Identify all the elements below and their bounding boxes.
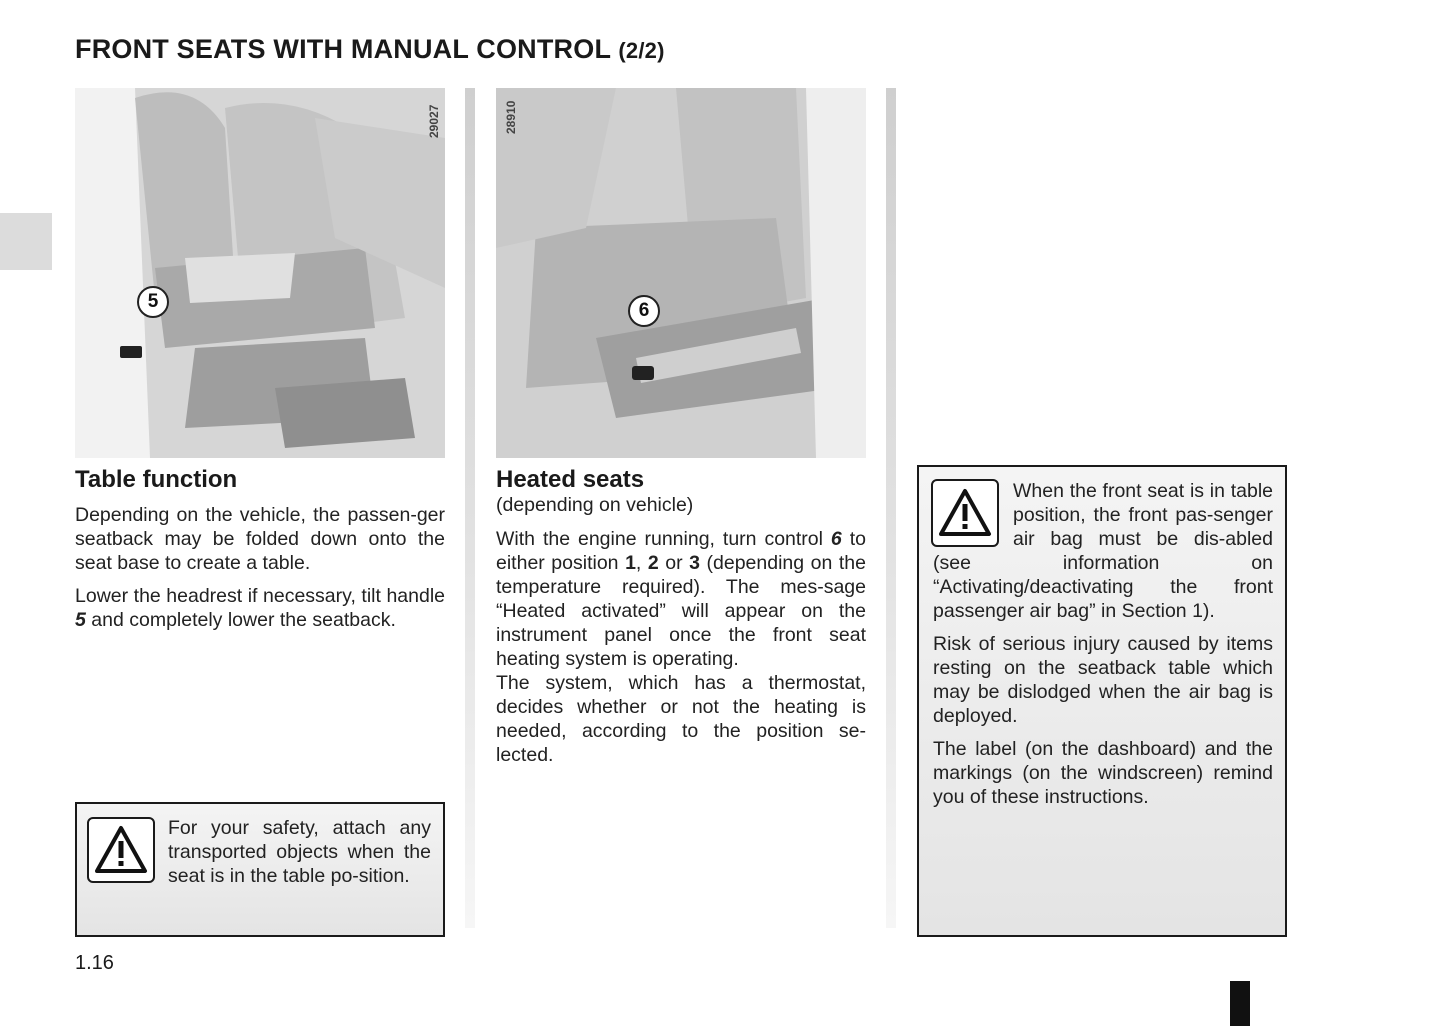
warning-right-first-block <box>933 479 1273 809</box>
warning-right-paragraph-1: When the front seat is in table position, the front pas-senger air bag must be dis-abled (see information on “Activating/deactivating the front passenger air bag” in Section 1). <box>933 480 1273 622</box>
table-function-paragraph-2: Lower the headrest if necessary, tilt handle 5 and completely lower the seatback. <box>75 585 445 631</box>
callout-5: 5 <box>137 286 169 318</box>
seat-table-illustration <box>75 88 445 458</box>
page-title <box>75 34 665 65</box>
page-title-main: FRONT SEATS WITH MANUAL CONTROL <box>75 34 611 64</box>
page-number: 1.16 <box>75 952 114 974</box>
heated-seats-subheading: (depending on vehicle) <box>496 494 694 516</box>
column-divider-2 <box>886 88 896 928</box>
text-run: With the engine running, turn control <box>496 528 831 550</box>
page-edge-marker <box>1230 981 1250 1026</box>
heated-seat-illustration <box>496 88 866 458</box>
position-2: 2 <box>647 552 659 574</box>
text-run: , <box>635 552 648 574</box>
heated-seats-heading: Heated seats <box>496 466 645 493</box>
handle-ref-5: 5 <box>75 609 86 631</box>
text-run: or <box>658 552 690 574</box>
icon-float-spacer <box>933 479 1013 551</box>
photo-code-label: 29027 <box>427 104 441 138</box>
heated-seats-paragraph-2: The system, which has a thermostat, decides whether or not the heating is needed, according to the position se-lected. <box>496 672 866 766</box>
position-1: 1 <box>625 552 636 574</box>
position-3: 3 <box>689 552 700 574</box>
warning-box-table-objects <box>75 802 445 937</box>
page-title-suffix: (2/2) <box>618 38 665 63</box>
table-function-body <box>75 503 445 632</box>
warning-right-paragraph-2: Risk of serious injury caused by items resting on the seatback table which may be dislodged when the air bag is deployed. <box>933 633 1273 727</box>
section-side-tab <box>0 213 52 270</box>
photo-code-label: 28910 <box>504 100 518 134</box>
table-function-paragraph-1: Depending on the vehicle, the passen-ger seatback may be folded down onto the seat base to create a table. <box>75 504 445 574</box>
photo-heated-seats <box>496 88 866 458</box>
table-function-heading: Table function <box>75 466 238 493</box>
warning-left-text: For your safety, attach any transported objects when the seat is in the table po-sition. <box>168 817 431 887</box>
text-run: (depending on the temperature required). The mes-sage “Heated activated” will appear on the instrument panel once the front seat heating system is operating. <box>496 552 866 670</box>
warning-box-airbag <box>917 465 1287 937</box>
callout-6: 6 <box>628 295 660 327</box>
warning-triangle-icon <box>87 817 155 883</box>
photo-table-function <box>75 88 445 458</box>
warning-right-paragraph-3: The label (on the dashboard) and the markings (on the windscreen) remind you of these instructions. <box>933 738 1273 808</box>
control-ref-6: 6 <box>830 528 842 550</box>
heated-seats-body <box>496 527 866 767</box>
heated-seats-paragraph-1 <box>496 527 866 671</box>
text-run: to either position <box>496 528 866 574</box>
column-divider-1 <box>465 88 475 928</box>
